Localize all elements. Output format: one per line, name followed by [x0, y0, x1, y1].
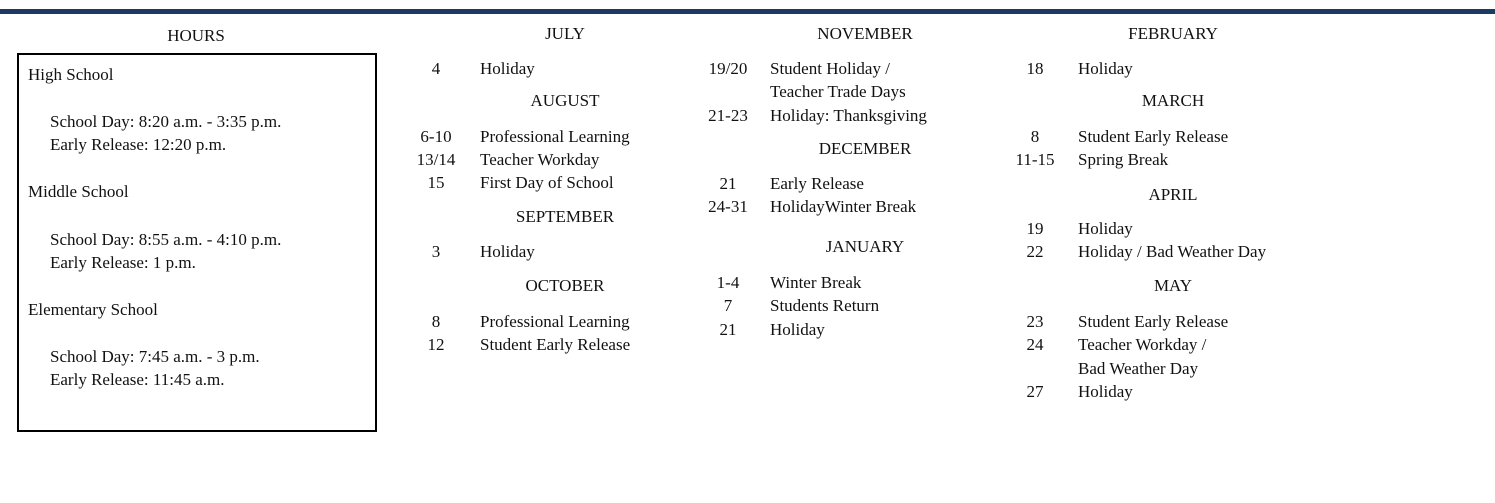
event-name: Holiday: Thanksgiving	[770, 106, 927, 125]
high-school-school-day: School Day: 8:20 a.m. - 3:35 p.m.	[50, 112, 282, 131]
month-heading-may: MAY	[1153, 276, 1193, 295]
event-name: Holiday	[480, 242, 535, 261]
event-name: Winter Break	[770, 273, 862, 292]
event-name: Spring Break	[1078, 150, 1169, 169]
middle-school-early-release: Early Release: 1 p.m.	[50, 253, 196, 272]
event-name: Holiday	[1078, 382, 1133, 401]
month-heading-december: DECEMBER	[818, 139, 912, 158]
high-school-title: High School	[28, 65, 114, 84]
top-accent-bar	[0, 9, 1495, 14]
high-school-early-release: Early Release: 12:20 p.m.	[50, 135, 227, 154]
event-name: Early Release	[770, 174, 864, 193]
event-date: 11-15	[1015, 150, 1055, 169]
event-date: 15	[427, 173, 445, 192]
event-name: Students Return	[770, 296, 880, 315]
event-date: 24-31	[708, 197, 748, 216]
event-name: Teacher Workday /	[1078, 335, 1207, 354]
event-date: 24	[1026, 335, 1044, 354]
event-date: 23	[1026, 312, 1044, 331]
event-name: Holiday	[480, 59, 535, 78]
event-date: 4	[431, 59, 441, 78]
month-heading-november: NOVEMBER	[817, 24, 913, 43]
hours-box	[17, 53, 377, 432]
event-name: First Day of School	[480, 173, 614, 192]
middle-school-school-day: School Day: 8:55 a.m. - 4:10 p.m.	[50, 230, 282, 249]
month-heading-february: FEBRUARY	[1128, 24, 1218, 43]
event-name: Student Early Release	[480, 335, 631, 354]
elementary-school-early-release: Early Release: 11:45 a.m.	[50, 370, 225, 389]
event-name: Teacher Workday	[480, 150, 600, 169]
month-heading-august: AUGUST	[530, 91, 600, 110]
event-date: 21-23	[708, 106, 748, 125]
event-name: Professional Learning	[480, 312, 630, 331]
event-date: 7	[723, 296, 733, 315]
event-name: Professional Learning	[480, 127, 630, 146]
event-name: Holiday	[1078, 219, 1133, 238]
event-date: 3	[431, 242, 441, 261]
event-name: Holiday	[770, 320, 825, 339]
event-name: Student Holiday /	[770, 59, 890, 78]
event-name: Holiday	[1078, 59, 1133, 78]
event-date: 22	[1026, 242, 1044, 261]
middle-school-title: Middle School	[28, 182, 129, 201]
month-heading-july: JULY	[545, 24, 585, 43]
event-date: 8	[1030, 127, 1040, 146]
event-date: 8	[431, 312, 441, 331]
month-heading-october: OCTOBER	[525, 276, 605, 295]
event-date: 18	[1026, 59, 1044, 78]
event-date: 19/20	[708, 59, 748, 78]
elementary-school-school-day: School Day: 7:45 a.m. - 3 p.m.	[50, 347, 260, 366]
event-name: Student Early Release	[1078, 127, 1229, 146]
event-date: 13/14	[416, 150, 456, 169]
elementary-school-title: Elementary School	[28, 300, 158, 319]
event-name: Bad Weather Day	[1078, 359, 1199, 378]
month-heading-april: APRIL	[1148, 185, 1198, 204]
event-date: 12	[427, 335, 445, 354]
event-name: HolidayWinter Break	[770, 197, 917, 216]
event-name: Holiday / Bad Weather Day	[1078, 242, 1267, 261]
event-date: 1-4	[716, 273, 740, 292]
event-date: 27	[1026, 382, 1044, 401]
event-date: 6-10	[420, 127, 452, 146]
month-heading-march: MARCH	[1141, 91, 1205, 110]
event-date: 21	[719, 320, 737, 339]
event-name: Student Early Release	[1078, 312, 1229, 331]
month-heading-september: SEPTEMBER	[515, 207, 615, 226]
hours-heading: HOURS	[167, 26, 225, 45]
event-date: 19	[1026, 219, 1044, 238]
event-name: Teacher Trade Days	[770, 82, 906, 101]
month-heading-january: JANUARY	[825, 237, 905, 256]
event-date: 21	[719, 174, 737, 193]
